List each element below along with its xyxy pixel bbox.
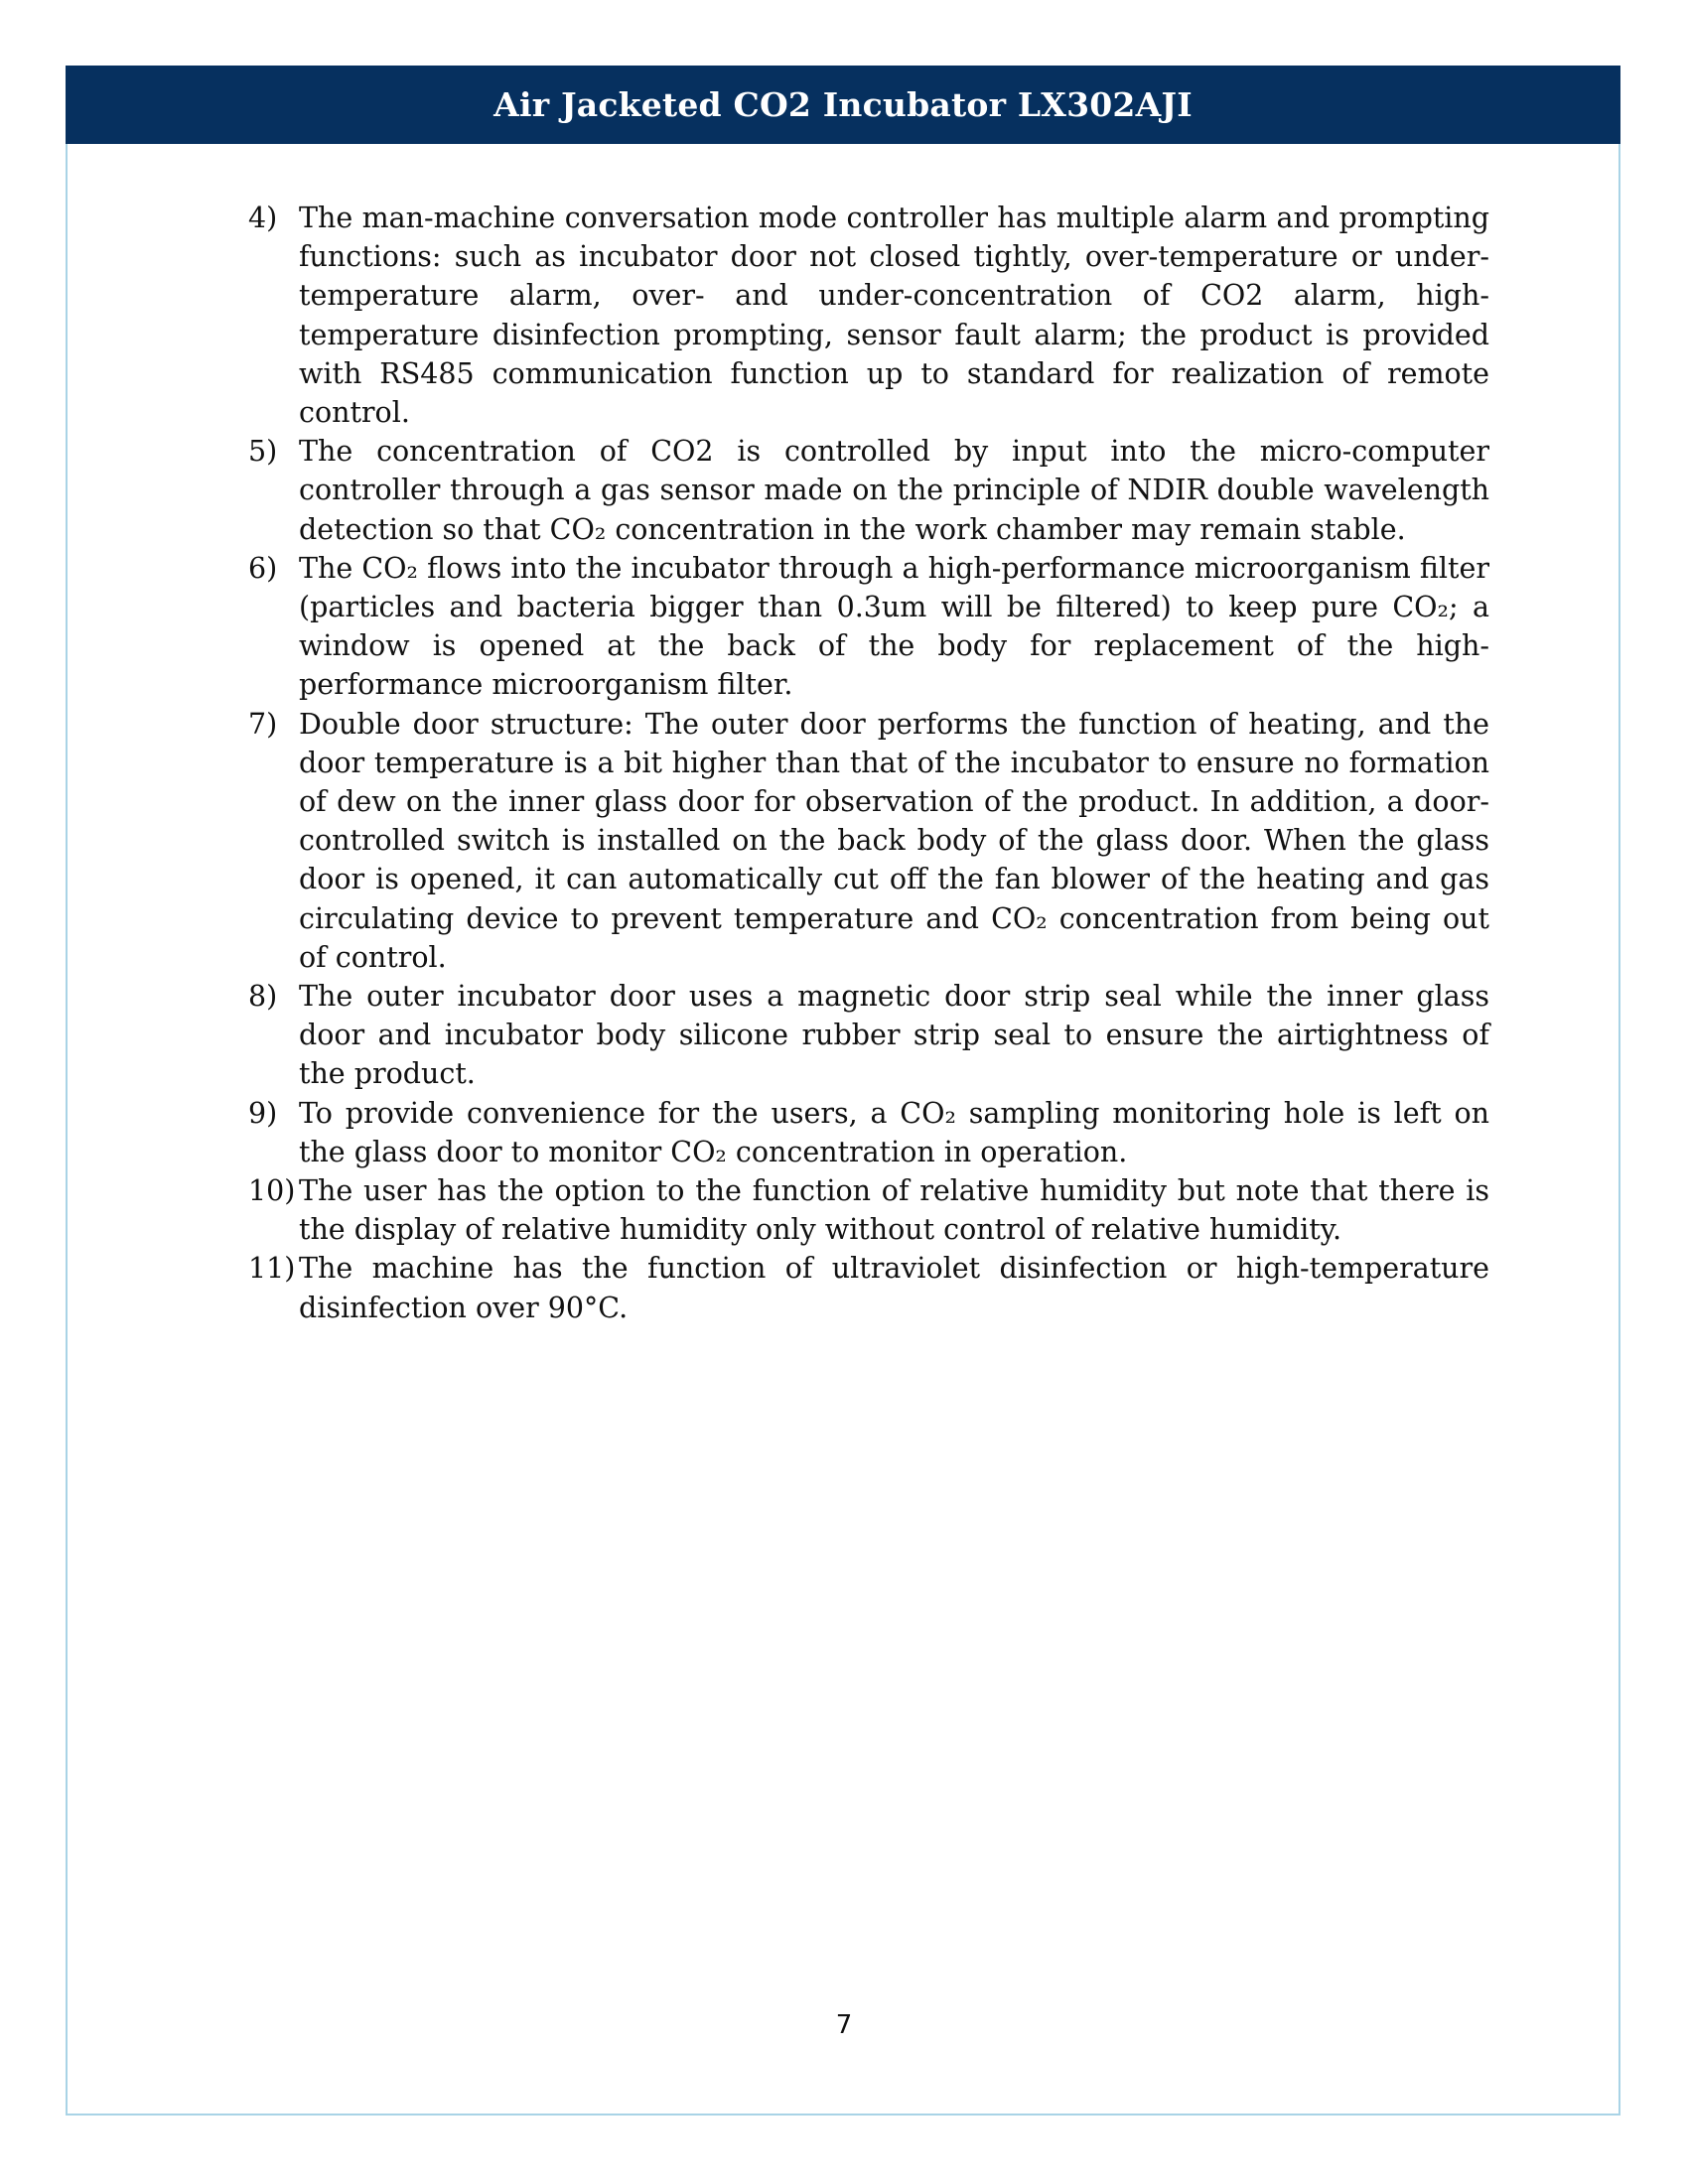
list-item-number: 7) (248, 707, 278, 741)
list-item-number: 5) (248, 435, 278, 469)
list-item-text: To provide convenience for the users, a CO₂ sampling monitoring hole is left on the glass door to monitor CO₂ concentration in operation. (299, 1096, 1489, 1168)
list-item-number: 11) (248, 1252, 296, 1286)
list-item-number: 6) (248, 551, 278, 585)
list-item (248, 705, 1489, 977)
list-item-text: The man-machine conversation mode controller has multiple alarm and prompting functions: such as incubator door not closed tightly, over-temperature or under-temperature alarm, over- and under-concentration of CO2 alarm, high-temperature disinfection prompting, sensor fault alarm; the product is provided with RS485 communication function up to standard for realization of remote control. (299, 202, 1489, 430)
list-item-text: The outer incubator door uses a magnetic door strip seal while the inner glass door and incubator body silicone rubber strip seal to ensure the airtightness of the product. (299, 980, 1489, 1091)
list-item (248, 977, 1489, 1094)
list-item-text: The concentration of CO2 is controlled by input into the micro-computer controller through a gas sensor made on the principle of NDIR double wavelength detection so that CO₂ concentration in the work chamber may remain stable. (299, 435, 1489, 546)
list-item-text: The machine has the function of ultraviolet disinfection or high-temperature disinfection over 90°C. (299, 1252, 1489, 1324)
page-number: 7 (835, 2010, 853, 2040)
list-item (248, 1249, 1489, 1326)
list-item-number: 10) (248, 1174, 296, 1208)
list-item (248, 549, 1489, 705)
list-item (248, 1171, 1489, 1249)
list-item-number: 9) (248, 1096, 278, 1130)
document-title: Air Jacketed CO2 Incubator LX302AJI (493, 85, 1193, 124)
document-header (66, 66, 1620, 144)
list-item (248, 432, 1489, 549)
list-item (248, 199, 1489, 432)
list-item-text: Double door structure: The outer door performs the function of heating, and the door temperature is a bit higher than that of the incubator to ensure no formation of dew on the inner glass door for observation of the product. In addition, a door-controlled switch is installed on the back body of the glass door. When the glass door is opened, it can automatically cut off the fan blower of the heating and gas circulating device to prevent temperature and CO₂ concentration from being out of control. (299, 707, 1489, 974)
list-item-text: The CO₂ flows into the incubator through a high-performance microorganism filter (particles and bacteria bigger than 0.3um will be filtered) to keep pure CO₂; a window is opened at the back of the body for replacement of the high-performance microorganism filter. (299, 551, 1489, 702)
list-item (248, 1094, 1489, 1171)
list-item-text: The user has the option to the function of relative humidity but note that there is the display of relative humidity only without control of relative humidity. (299, 1174, 1489, 1247)
list-item-number: 8) (248, 980, 278, 1014)
feature-list (248, 199, 1489, 1327)
list-item-number: 4) (248, 202, 278, 234)
